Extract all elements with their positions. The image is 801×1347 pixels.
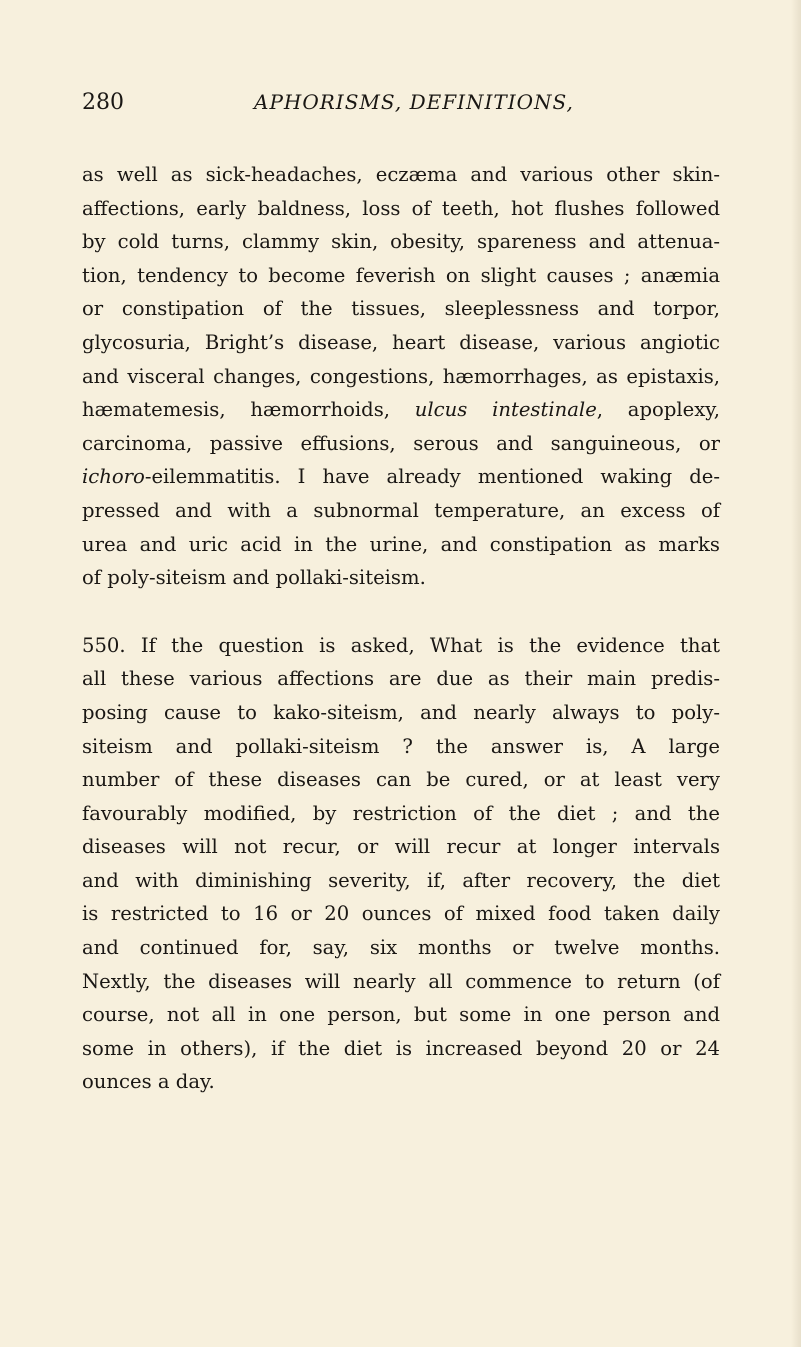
text-line: of poly-siteism and pollaki-siteism. xyxy=(82,566,426,590)
text-line: carcinoma, passive effusions, serous and sanguineous, or xyxy=(82,431,720,455)
text-line: glycosuria, Bright’s disease, heart disease, various angiotic xyxy=(82,330,720,354)
page-edge-shadow xyxy=(791,0,801,1347)
text-line: siteism and pollaki-siteism ? the answer is, A large xyxy=(82,734,720,758)
text-line: posing cause to kako-siteism, and nearly always to poly- xyxy=(82,700,720,724)
text-line: pressed and with a subnormal temperature, an excess of xyxy=(82,498,720,522)
paragraph-2 xyxy=(82,629,720,1099)
text-line: some in others), if the diet is increased beyond 20 or 24 xyxy=(82,1036,720,1060)
text-line xyxy=(82,460,720,494)
text-line: 550. If the question is asked, What is the evidence that xyxy=(82,633,720,657)
text-line: and visceral changes, congestions, hæmorrhages, as epistaxis, xyxy=(82,364,720,388)
text-line: course, not all in one person, but some in one person and xyxy=(82,1003,720,1027)
text-line: Nextly, the diseases will nearly all commence to return (of xyxy=(82,969,720,993)
text-segment: hæmatemesis, hæmorrhoids, xyxy=(82,398,415,422)
text-line: and continued for, say, six months or twelve months. xyxy=(82,936,720,960)
text-segment: , apoplexy, xyxy=(596,398,720,422)
text-line: ounces a day. xyxy=(82,1070,215,1094)
text-segment: -eilemmatitis. I have already mentioned waking de- xyxy=(144,465,720,489)
text-line: by cold turns, clammy skin, obesity, spareness and attenua- xyxy=(82,230,720,254)
text-line: or constipation of the tissues, sleeplessness and torpor, xyxy=(82,297,720,321)
text-line: all these various affections are due as their main predis- xyxy=(82,667,720,691)
italic-phrase: ulcus intestinale xyxy=(414,398,597,422)
text-line: number of these diseases can be cured, or at least very xyxy=(82,768,720,792)
text-line: tion, tendency to become feverish on slight causes ; anæmia xyxy=(82,263,720,287)
text-line: is restricted to 16 or 20 ounces of mixed food taken daily xyxy=(82,902,720,926)
text-line: affections, early baldness, loss of teeth, hot flushes followed xyxy=(82,196,720,220)
text-line: favourably modified, by restriction of the diet ; and the xyxy=(82,801,720,825)
running-head: APHORISMS, DEFINITIONS, xyxy=(254,90,574,114)
text-line: and with diminishing severity, if, after recovery, the diet xyxy=(82,868,720,892)
paragraph-1 xyxy=(82,158,720,595)
text-line: diseases will not recur, or will recur at longer intervals xyxy=(82,835,720,859)
italic-phrase: ichoro xyxy=(82,465,145,489)
text-line xyxy=(82,393,720,427)
text-line: urea and uric acid in the urine, and constipation as marks xyxy=(82,532,720,556)
page-header xyxy=(82,90,719,130)
text-line: as well as sick-headaches, eczæma and various other skin- xyxy=(82,163,720,186)
page-number: 280 xyxy=(82,90,124,115)
body-text xyxy=(82,158,720,1099)
